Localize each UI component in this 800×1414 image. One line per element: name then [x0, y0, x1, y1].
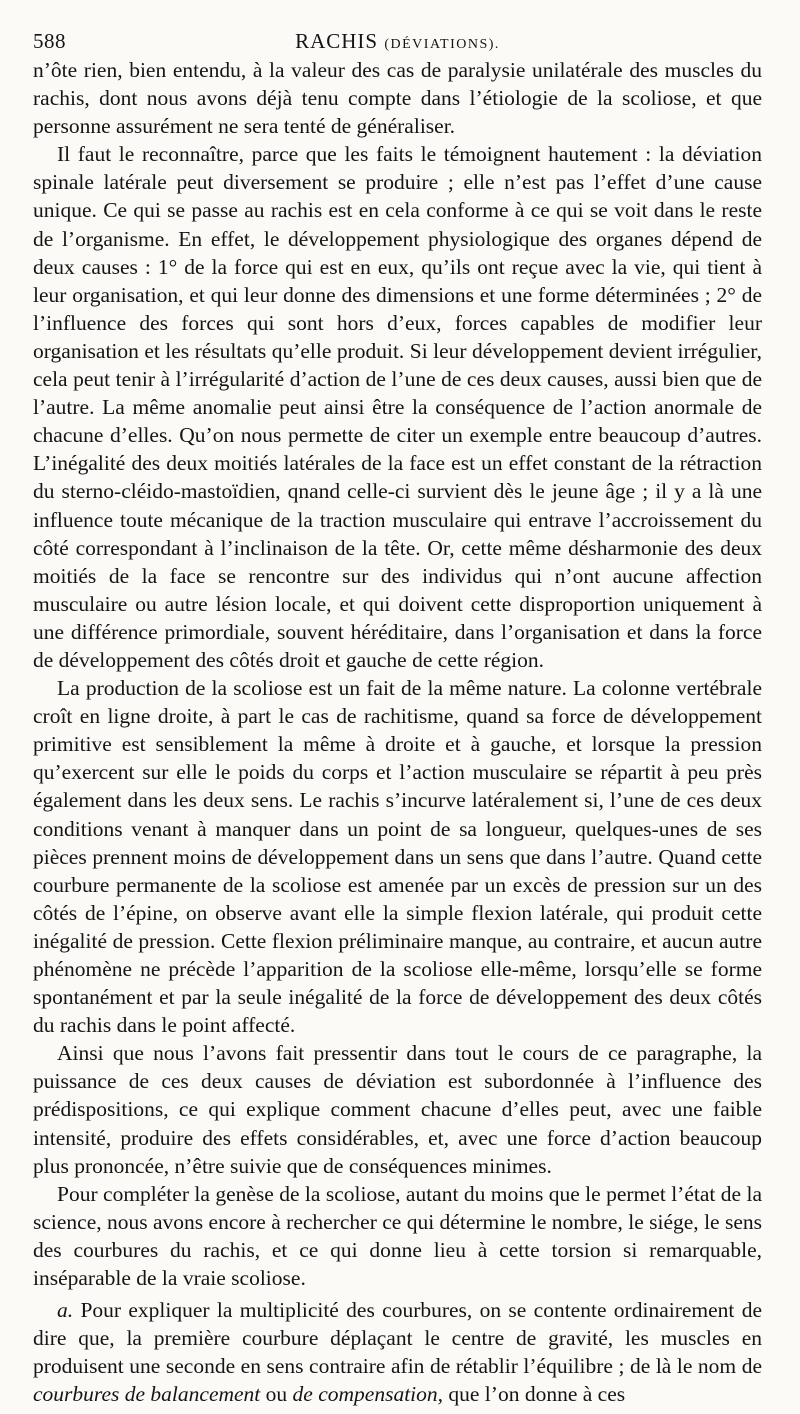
paragraph: Pour compléter la genèse de la scoliose, autant du moins que le permet l’état de la science, nous avons encore à rechercher ce qui détermine le nombre, le siége, le sens des courbures du rachis, et ce qui donne lieu à cette torsion si remarquable, inséparable de la vraie scoliose. [33, 1181, 762, 1291]
paragraph-text: Pour expliquer la multiplicité des courbures, on se contente ordinairement de dire que, la première courbure déplaçant le centre de gravité, les muscles en produisent une seconde en sens contraire afin de rétablir l’équilibre ; de là le nom de [33, 1298, 763, 1379]
paragraph: La production de la scoliose est un fait de la même nature. La colonne vertébrale croît en ligne droite, à part le cas de rachitisme, quand sa force de développement primitive est sensiblement la même à droite et à gauche, et lorsque la pression qu’exercent sur elle le poids du corps et l’action musculaire se répartit à peu près également dans les deux sens. Le rachis s’incurve latéralement si, l’une de ces deux conditions venant à manquer dans un point de sa longueur, quelques-unes de ses pièces prennent moins de développement dans un sens que dans l’autre. Quand cette courbure permanente de la scoliose est amenée par un excès de pression sur un des côtés de l’épine, on observe avant elle la simple flexion latérale, qui produit cette inégalité de pression. Cette flexion préliminaire manque, au contraire, et aucun autre phénomène ne précède l’apparition de la scoliose elle-même, lorsqu’elle se forme spontanément et par la seule inégalité de la force de développement des deux côtés du rachis dans le point affecté. [33, 676, 762, 1038]
body-text [33, 56, 762, 1409]
running-title-subtitle: (DÉVIATIONS). [384, 37, 500, 52]
running-head [33, 26, 762, 56]
running-title [33, 26, 762, 60]
paragraph-last [33, 1296, 762, 1408]
running-title-main: RACHIS [295, 29, 379, 53]
paragraph: n’ôte rien, bien entendu, à la valeur des cas de paralysie unilatérale des muscles du rachis, dont nous avons déjà tenu compte dans l’étiologie de la scoliose, et que personne assurément ne sera tenté de généraliser. [33, 58, 762, 139]
paragraph: Il faut le reconnaître, parce que les faits le témoignent hautement : la déviation spinale latérale peut diversement se produire ; elle n’est pas l’effet d’une cause unique. Ce qui se passe au rachis est en cela conforme à ce qui se voit dans le reste de l’organisme. En effet, le développement physiologique des organes dépend de deux causes : 1° de la force qui est en eux, qu’ils ont reçue avec la vie, qui tient à leur organisation, et qui leur donne des dimensions et une forme déterminées ; 2° de l’influence des forces qui sont hors d’eux, forces capables de modifier leur organisation et les résultats qu’elle produit. Si leur développement devient irrégulier, cela peut tenir à l’irrégularité d’action de l’une de ces deux causes, aussi bien que de l’autre. La même anomalie peut ainsi être la conséquence de l’action anormale de chacune d’elles. Qu’on nous permette de citer un exemple entre beaucoup d’autres. L’inégalité des deux moitiés latérales de la face est un effet constant de la rétraction du sterno-cléido-mastoïdien, qnand celle-ci survient dès le jeune âge ; il y a là une influence toute mécanique de la traction musculaire qui entrave l’accroissement du côté correspondant à l’inclinaison de la tête. Or, cette même désharmonie des deux moitiés de la face se rencontre sur des individus qui n’ont aucune affection musculaire ou autre lésion locale, et qui doivent cette disproportion uniquement à une différence primordiale, souvent héréditaire, dans l’organisation et dans la force de développement des côtés droit et gauche de cette région. [33, 142, 762, 672]
paragraph: Ainsi que nous l’avons fait pressentir dans tout le cours de ce paragraphe, la puissance de ces deux causes de déviation est subordonnée à l’influence des prédispositions, ce qui explique comment chacune d’elles peut, avec une faible intensité, produire des effets considérables, et, avec une force d’action beaucoup plus prononcée, n’être suivie que de conséquences minimes. [33, 1041, 762, 1178]
paragraph-text: que l’on donne à ces [448, 1382, 626, 1407]
page-number: 588 [33, 29, 66, 53]
italic-term: de compensation, [292, 1382, 444, 1407]
section-marker: a. [57, 1298, 74, 1323]
italic-term: courbures de balancement [33, 1382, 261, 1407]
paragraph-text: ou [265, 1382, 288, 1407]
